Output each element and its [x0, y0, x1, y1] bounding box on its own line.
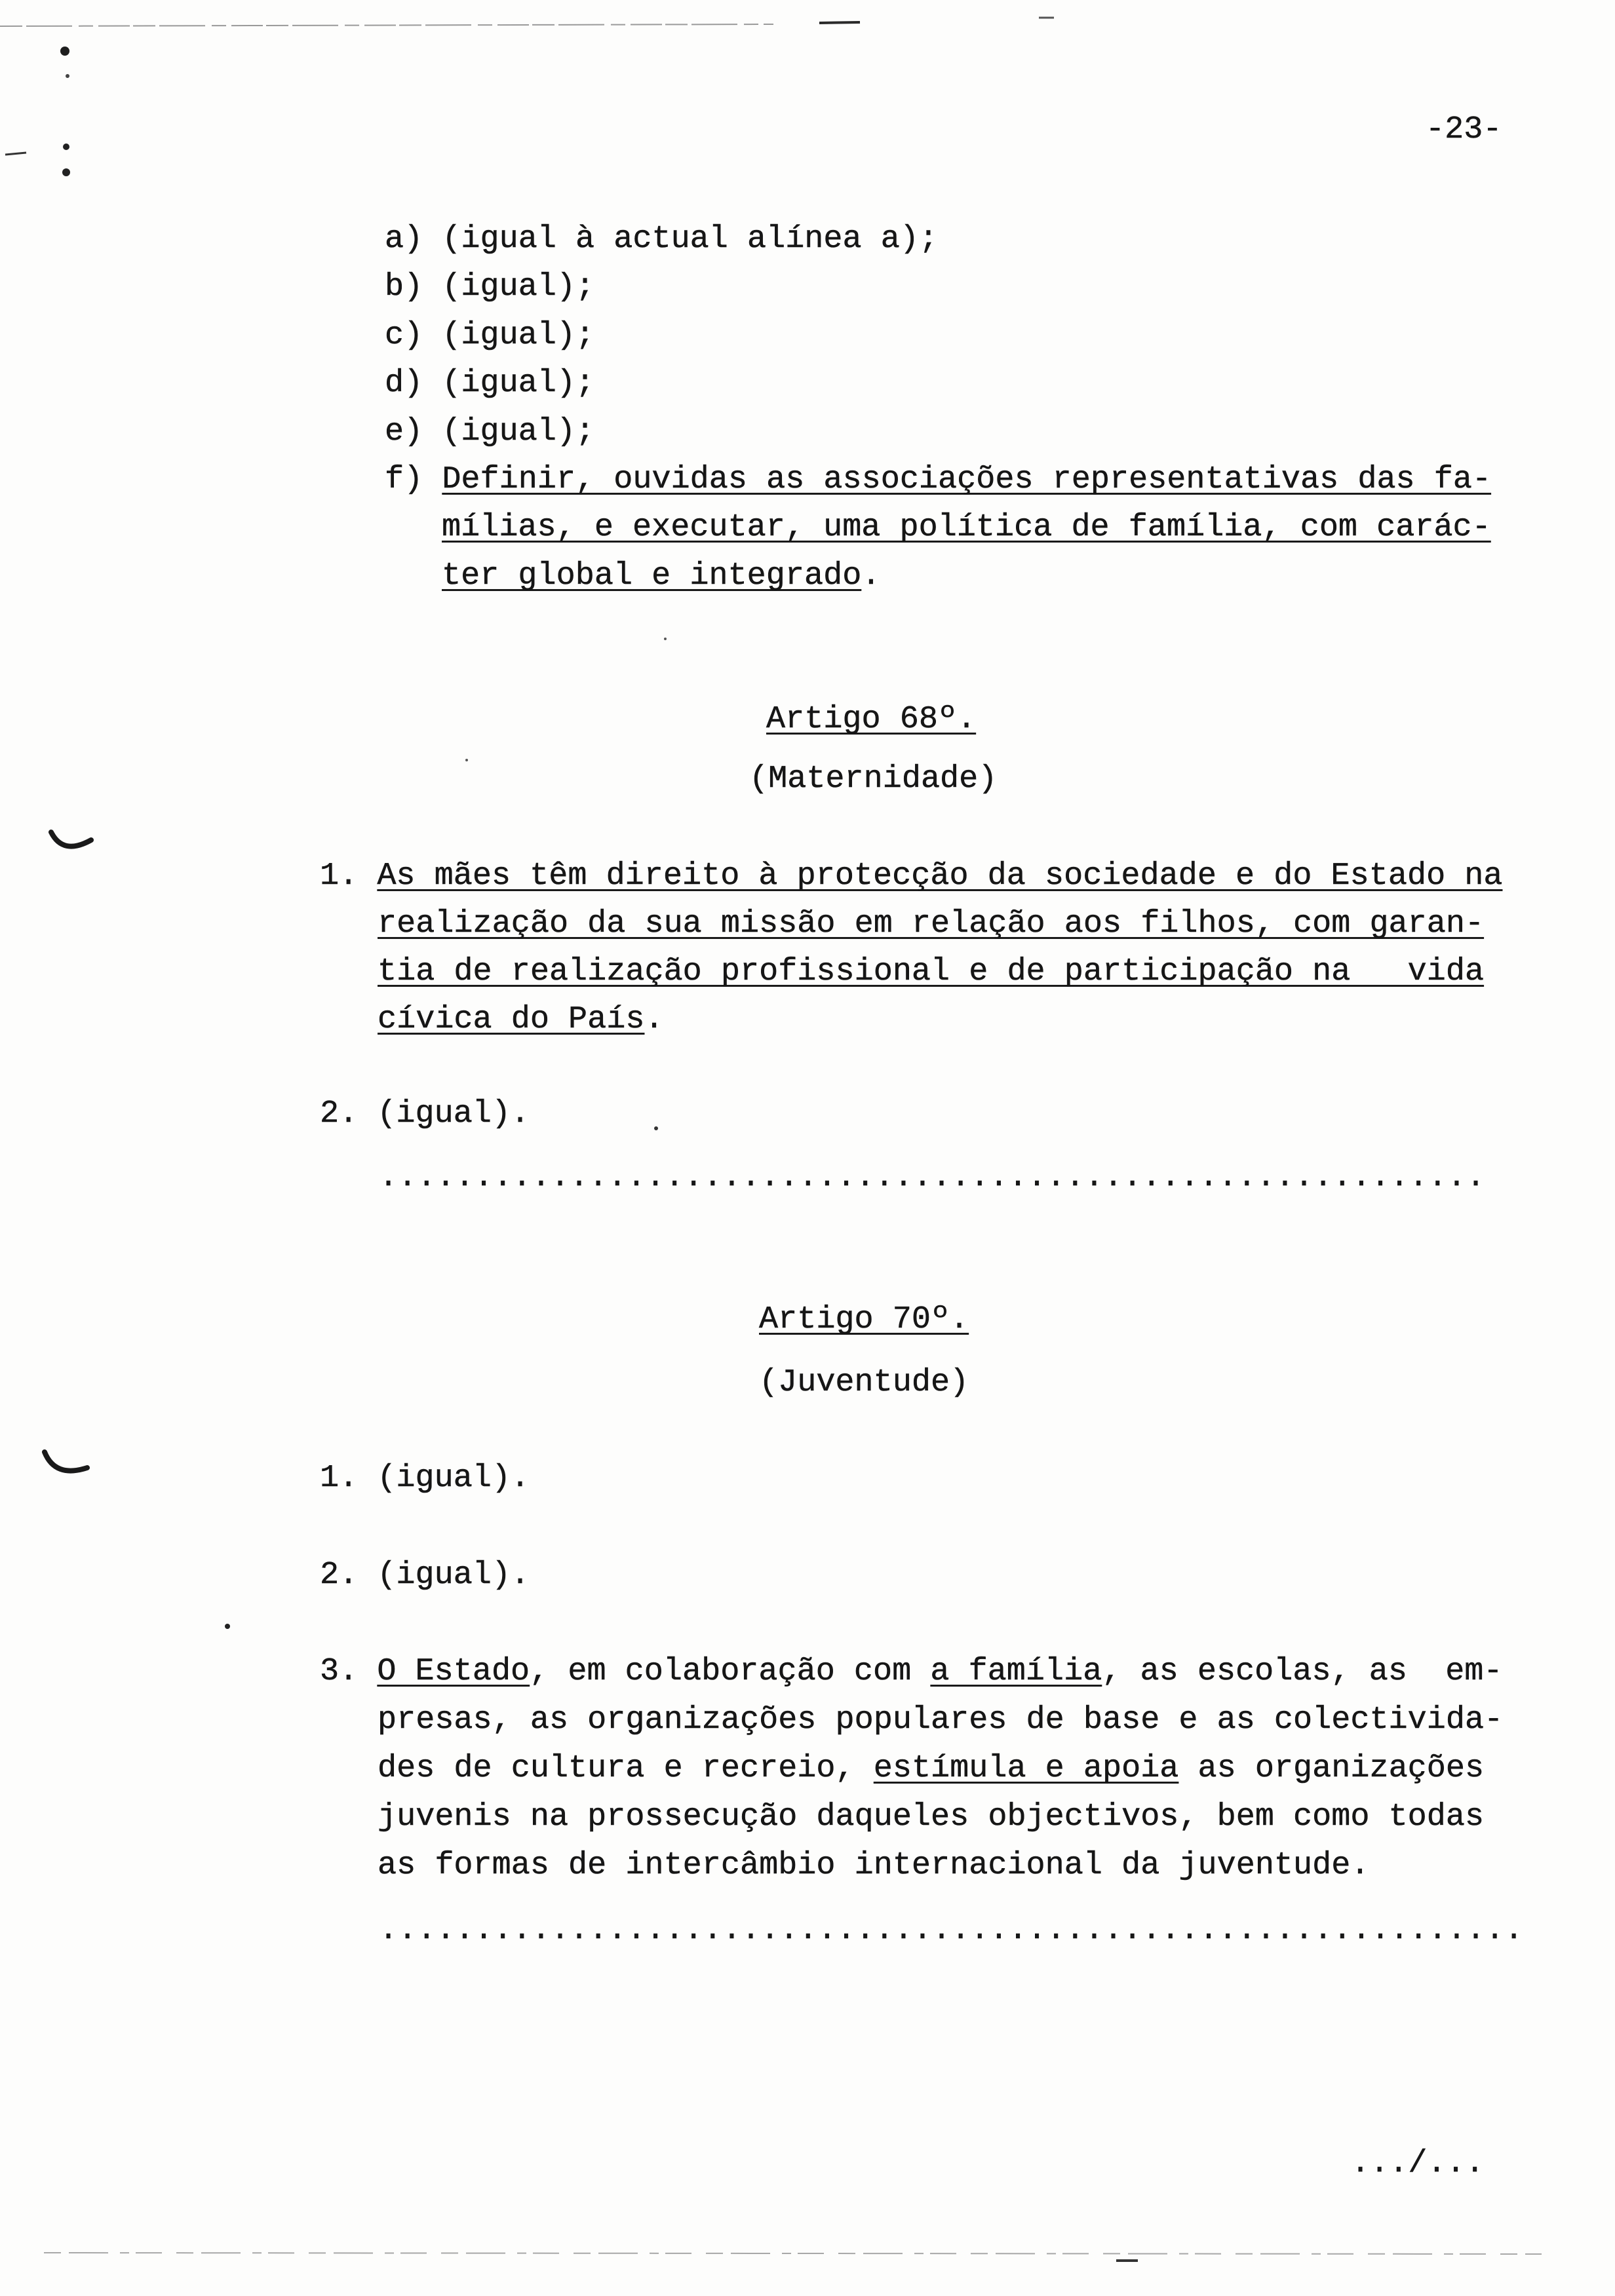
- item-text: juvenis na prossecução daqueles objectivos, bem como todas: [378, 1799, 1485, 1835]
- amended-text: Definir, ouvidas as associações representativas das fa-: [442, 461, 1492, 497]
- item-text: .: [861, 558, 881, 594]
- amended-text: estímula e apoia: [873, 1750, 1179, 1786]
- page-number: -23-: [1426, 111, 1502, 147]
- item-number: 2.: [320, 1557, 359, 1593]
- amended-text: realização da sua missão em relação aos filhos, com garan-: [378, 906, 1485, 942]
- article-68-item-1-line-1: [320, 860, 1503, 892]
- stray-dot: [465, 759, 468, 761]
- item-text: (igual);: [442, 317, 595, 353]
- margin-dash: [5, 153, 26, 155]
- amended-text: a família: [930, 1653, 1102, 1689]
- page-continuation: .../...: [1351, 2145, 1485, 2181]
- article-70-title: [759, 1301, 969, 1337]
- article-title: Artigo 70º.: [759, 1301, 969, 1337]
- item-label: c): [385, 317, 423, 353]
- margin-dot: [62, 168, 70, 176]
- list-item-f-line-1: [385, 461, 1492, 497]
- list-item-f-line-3: [442, 560, 880, 592]
- omission-dots: ............................................................: [379, 1912, 1524, 1948]
- item-label: d): [385, 365, 423, 401]
- amended-text: mílias, e executar, uma política de família, com carác-: [442, 509, 1491, 545]
- article-70-item-2: [320, 1559, 530, 1592]
- list-item-b: [385, 271, 594, 303]
- list-item-a: [385, 223, 938, 256]
- amended-text: O Estado: [377, 1653, 530, 1689]
- article-70-item-3-line-1: [320, 1653, 1503, 1689]
- article-70-item-1: [320, 1460, 530, 1496]
- item-number: 1.: [320, 858, 359, 894]
- item-text: (igual);: [442, 269, 595, 305]
- top-scan-line: [0, 24, 773, 26]
- article-70-item-3-line-4: [378, 1801, 1484, 1833]
- punch-mark: [51, 832, 91, 847]
- item-text: , as escolas, as em-: [1102, 1653, 1503, 1689]
- item-text: (igual).: [377, 1557, 530, 1593]
- item-text: (igual);: [442, 413, 595, 450]
- list-item-d: [385, 365, 595, 401]
- stray-dot: [654, 1126, 658, 1130]
- item-number: 3.: [320, 1653, 359, 1689]
- list-item-e: [385, 413, 595, 450]
- item-text: (igual à actual alínea a);: [442, 221, 939, 257]
- item-text: .: [644, 1001, 664, 1037]
- article-70-subtitle: (Juventude): [759, 1364, 969, 1400]
- margin-dot: [66, 74, 69, 78]
- item-text: , em colaboração com: [530, 1653, 931, 1689]
- list-item-f-line-2: [442, 509, 1491, 545]
- article-68-item-1-line-2: [378, 908, 1484, 940]
- article-68-item-2: [320, 1098, 530, 1130]
- item-label: b): [385, 269, 423, 305]
- stray-dot: [225, 1624, 230, 1629]
- article-68-title: [766, 701, 977, 737]
- article-68-subtitle: (Maternidade): [749, 761, 998, 797]
- stray-dot: [664, 638, 667, 640]
- margin-dot: [60, 47, 69, 56]
- article-70-item-3-line-2: [378, 1704, 1503, 1736]
- item-text: des de cultura e recreio,: [378, 1750, 874, 1786]
- article-68-item-1-line-4: [378, 1001, 664, 1037]
- item-number: 2.: [320, 1096, 359, 1132]
- item-text: (igual).: [377, 1460, 530, 1496]
- item-text: presas, as organizações populares de base e as colectivida-: [378, 1702, 1504, 1738]
- item-number: 1.: [320, 1460, 359, 1496]
- item-text: (igual);: [442, 365, 595, 401]
- item-label: e): [385, 413, 423, 450]
- article-70-item-3-line-5: [378, 1847, 1370, 1883]
- omission-dots: ..........................................................: [379, 1159, 1486, 1195]
- punch-mark: [45, 1452, 87, 1471]
- article-68-item-1-line-3: [378, 953, 1485, 989]
- amended-text: tia de realização profissional e de participação na vida: [378, 953, 1485, 989]
- list-item-c: [385, 317, 595, 353]
- amended-text: cívica do País: [378, 1001, 645, 1037]
- item-text: (igual).: [377, 1096, 530, 1132]
- margin-dot: [63, 144, 69, 150]
- amended-text: ter global e integrado: [442, 558, 862, 594]
- item-label: a): [385, 221, 423, 257]
- bottom-scan-line: [44, 2253, 1542, 2254]
- amended-text: As mães têm direito à protecção da sociedade e do Estado na: [377, 858, 1503, 894]
- item-text: as organizações: [1178, 1750, 1485, 1786]
- item-text: as formas de intercâmbio internacional da juventude.: [378, 1847, 1370, 1883]
- article-70-item-3-line-3: [378, 1750, 1485, 1786]
- top-scan-dash: [819, 22, 860, 23]
- item-label: f): [385, 461, 423, 497]
- article-title: Artigo 68º.: [766, 701, 977, 737]
